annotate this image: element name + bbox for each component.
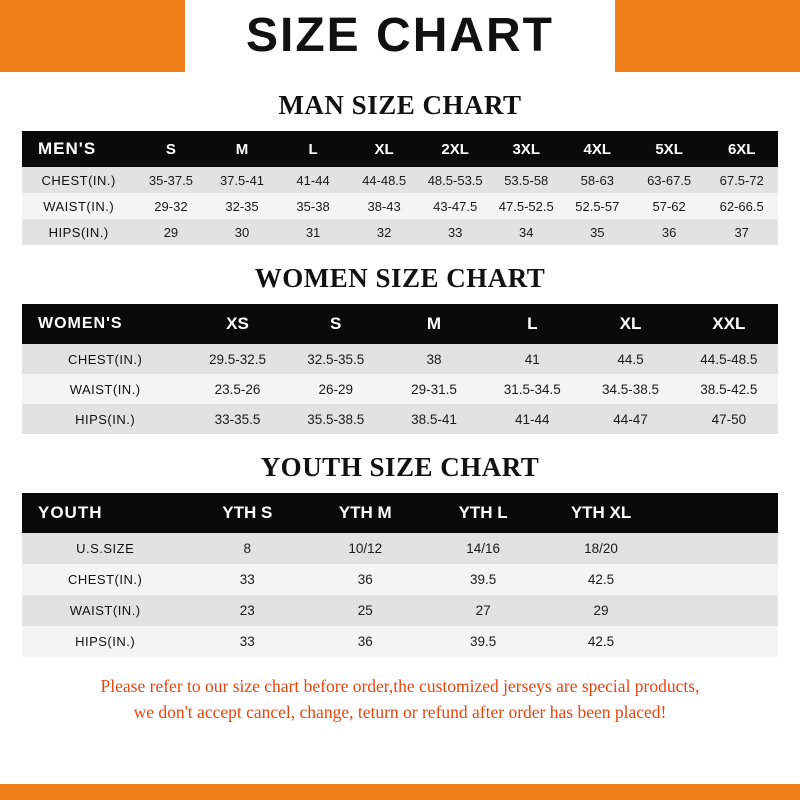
men-header-6xl: 6XL (705, 131, 778, 167)
men-header-s: S (135, 131, 206, 167)
men-chest-2xl: 48.5-53.5 (420, 167, 491, 193)
youth-header-label: YOUTH (22, 493, 188, 533)
table-row (22, 167, 778, 193)
women-waist-xxl: 38.5-42.5 (680, 374, 778, 404)
men-waist-3xl: 47.5-52.5 (491, 193, 562, 219)
youth-hips-empty (660, 626, 778, 657)
men-hips-6xl: 37 (705, 219, 778, 245)
men-header-label: MEN'S (22, 131, 135, 167)
table-header-row (22, 493, 778, 533)
men-chest-xl: 44-48.5 (349, 167, 420, 193)
youth-hips-s: 33 (188, 626, 306, 657)
youth-waist-m: 25 (306, 595, 424, 626)
youth-size-section (22, 452, 778, 657)
men-hips-s: 29 (135, 219, 206, 245)
men-hips-m: 30 (206, 219, 277, 245)
men-chest-l: 41-44 (278, 167, 349, 193)
men-chest-s: 35-37.5 (135, 167, 206, 193)
women-size-table (22, 304, 778, 434)
youth-section-title: YOUTH SIZE CHART (260, 452, 540, 482)
table-header-row (22, 304, 778, 344)
women-hips-xs: 33-35.5 (188, 404, 286, 434)
page-title: SIZE CHART (246, 9, 554, 62)
table-row (22, 626, 778, 657)
men-header-xl: XL (349, 131, 420, 167)
table-row (22, 533, 778, 564)
women-section-title: WOMEN SIZE CHART (254, 263, 546, 293)
youth-header-empty (660, 493, 778, 533)
youth-header-yth-m: YTH M (306, 493, 424, 533)
table-row (22, 374, 778, 404)
women-hips-xl: 44-47 (581, 404, 679, 434)
youth-chest-m: 36 (306, 564, 424, 595)
men-row-label-waist: WAIST(IN.) (22, 193, 135, 219)
men-waist-4xl: 52.5-57 (562, 193, 633, 219)
men-chest-6xl: 67.5-72 (705, 167, 778, 193)
youth-ussize-l: 14/16 (424, 533, 542, 564)
youth-row-label-waist: WAIST(IN.) (22, 595, 188, 626)
women-waist-l: 31.5-34.5 (483, 374, 581, 404)
men-header-2xl: 2XL (420, 131, 491, 167)
men-chest-m: 37.5-41 (206, 167, 277, 193)
women-hips-xxl: 47-50 (680, 404, 778, 434)
women-waist-s: 26-29 (287, 374, 385, 404)
men-row-label-hips: HIPS(IN.) (22, 219, 135, 245)
footer-note-line-2: we don't accept cancel, change, teturn or refund after order has been placed! (133, 702, 667, 722)
table-row (22, 404, 778, 434)
men-waist-2xl: 43-47.5 (420, 193, 491, 219)
youth-hips-l: 39.5 (424, 626, 542, 657)
women-hips-l: 41-44 (483, 404, 581, 434)
footer-note-line-1: Please refer to our size chart before order,the customized jerseys are special products, (100, 676, 700, 696)
men-section-title: MAN SIZE CHART (278, 90, 522, 120)
women-waist-m: 29-31.5 (385, 374, 483, 404)
table-header-row (22, 131, 778, 167)
youth-header-yth-s: YTH S (188, 493, 306, 533)
women-header-label: WOMEN'S (22, 304, 188, 344)
men-row-label-chest: CHEST(IN.) (22, 167, 135, 193)
women-row-label-waist: WAIST(IN.) (22, 374, 188, 404)
men-waist-m: 32-35 (206, 193, 277, 219)
youth-ussize-xl: 18/20 (542, 533, 660, 564)
women-waist-xs: 23.5-26 (188, 374, 286, 404)
men-hips-l: 31 (278, 219, 349, 245)
men-size-table (22, 131, 778, 245)
table-row (22, 564, 778, 595)
women-chest-l: 41 (483, 344, 581, 374)
women-header-xxl: XXL (680, 304, 778, 344)
men-waist-s: 29-32 (135, 193, 206, 219)
men-header-m: M (206, 131, 277, 167)
men-waist-xl: 38-43 (349, 193, 420, 219)
youth-waist-xl: 29 (542, 595, 660, 626)
men-waist-l: 35-38 (278, 193, 349, 219)
youth-chest-s: 33 (188, 564, 306, 595)
youth-chest-xl: 42.5 (542, 564, 660, 595)
youth-ussize-empty (660, 533, 778, 564)
youth-ussize-s: 8 (188, 533, 306, 564)
table-row (22, 595, 778, 626)
men-chest-4xl: 58-63 (562, 167, 633, 193)
women-header-m: M (385, 304, 483, 344)
footer-note (22, 673, 778, 725)
women-row-label-chest: CHEST(IN.) (22, 344, 188, 374)
women-header-l: L (483, 304, 581, 344)
table-row (22, 219, 778, 245)
women-chest-xs: 29.5-32.5 (188, 344, 286, 374)
women-hips-m: 38.5-41 (385, 404, 483, 434)
table-row (22, 344, 778, 374)
men-hips-5xl: 36 (633, 219, 706, 245)
youth-chest-empty (660, 564, 778, 595)
men-header-4xl: 4XL (562, 131, 633, 167)
men-size-section (22, 90, 778, 245)
men-hips-3xl: 34 (491, 219, 562, 245)
men-hips-xl: 32 (349, 219, 420, 245)
youth-hips-m: 36 (306, 626, 424, 657)
men-hips-4xl: 35 (562, 219, 633, 245)
women-chest-xl: 44.5 (581, 344, 679, 374)
men-waist-6xl: 62-66.5 (705, 193, 778, 219)
header-banner (0, 0, 800, 72)
women-chest-s: 32.5-35.5 (287, 344, 385, 374)
men-chest-5xl: 63-67.5 (633, 167, 706, 193)
women-header-xs: XS (188, 304, 286, 344)
women-chest-xxl: 44.5-48.5 (680, 344, 778, 374)
men-header-3xl: 3XL (491, 131, 562, 167)
men-hips-2xl: 33 (420, 219, 491, 245)
women-header-s: S (287, 304, 385, 344)
women-waist-xl: 34.5-38.5 (581, 374, 679, 404)
youth-ussize-m: 10/12 (306, 533, 424, 564)
women-header-xl: XL (581, 304, 679, 344)
men-header-l: L (278, 131, 349, 167)
youth-waist-l: 27 (424, 595, 542, 626)
charts-content (0, 90, 800, 725)
women-hips-s: 35.5-38.5 (287, 404, 385, 434)
youth-header-yth-xl: YTH XL (542, 493, 660, 533)
men-header-5xl: 5XL (633, 131, 706, 167)
men-waist-5xl: 57-62 (633, 193, 706, 219)
women-row-label-hips: HIPS(IN.) (22, 404, 188, 434)
youth-waist-s: 23 (188, 595, 306, 626)
youth-size-table (22, 493, 778, 657)
youth-hips-xl: 42.5 (542, 626, 660, 657)
men-chest-3xl: 53.5-58 (491, 167, 562, 193)
youth-waist-empty (660, 595, 778, 626)
footer-bar (0, 784, 800, 800)
women-chest-m: 38 (385, 344, 483, 374)
youth-row-label-ussize: U.S.SIZE (22, 533, 188, 564)
table-row (22, 193, 778, 219)
youth-header-yth-l: YTH L (424, 493, 542, 533)
youth-row-label-hips: HIPS(IN.) (22, 626, 188, 657)
youth-chest-l: 39.5 (424, 564, 542, 595)
youth-row-label-chest: CHEST(IN.) (22, 564, 188, 595)
women-size-section (22, 263, 778, 434)
